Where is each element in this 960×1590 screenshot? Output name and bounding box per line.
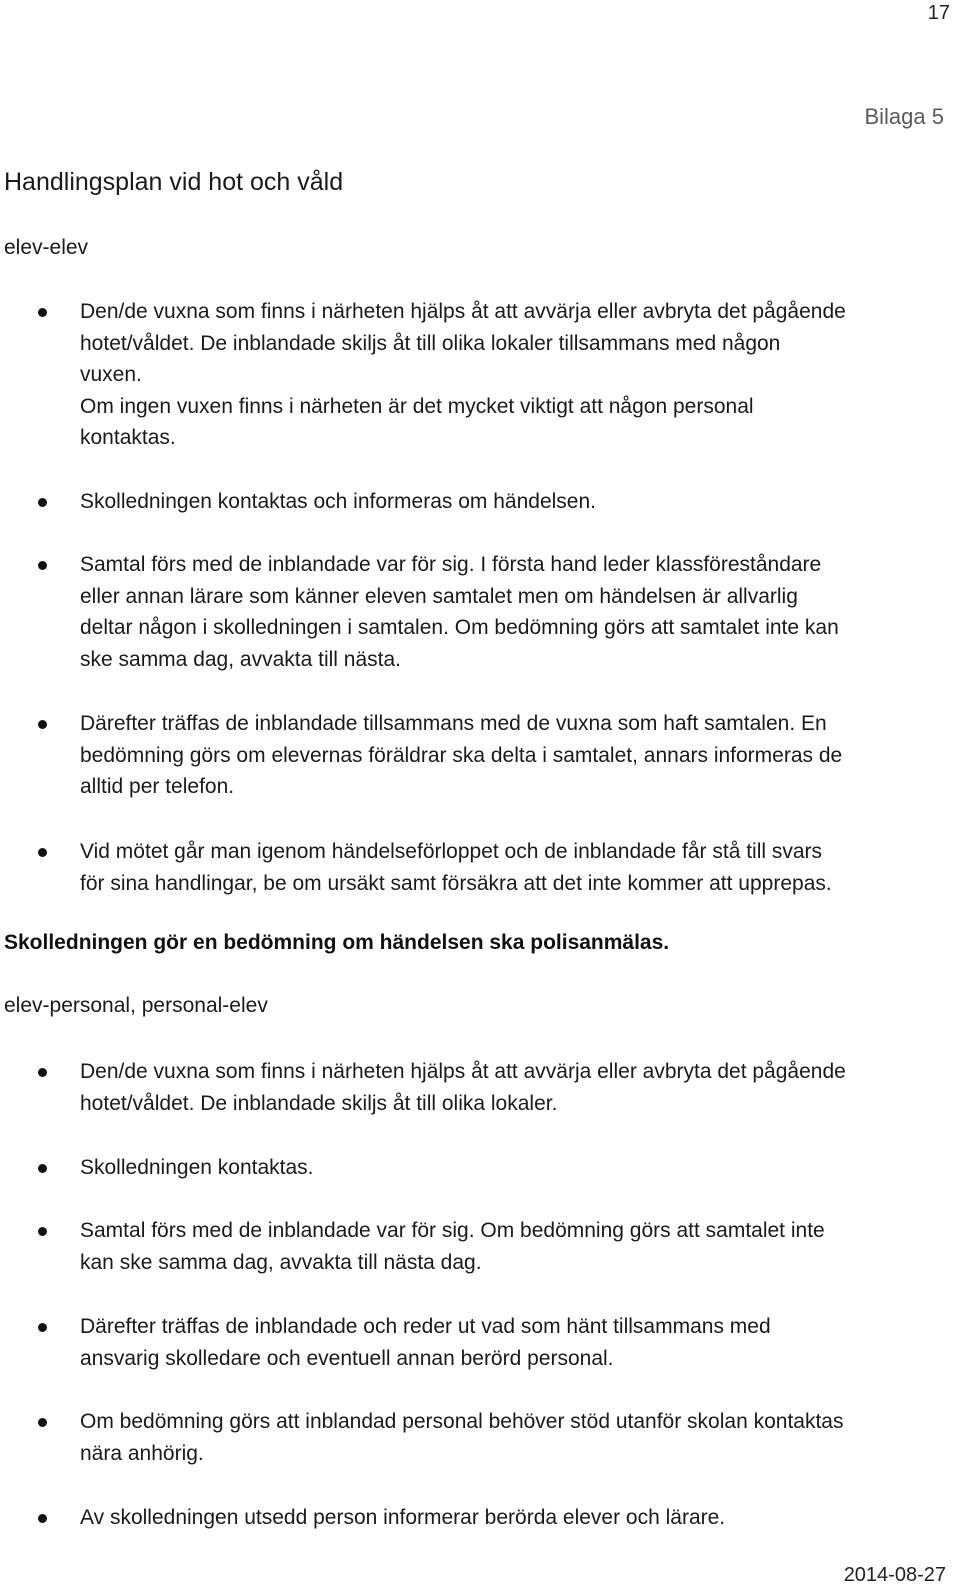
list-item-line: Därefter träffas de inblandade tillsammans med de vuxna som haft samtalen. En	[80, 712, 827, 735]
list-item-line: Samtal förs med de inblandade var för sig. I första hand leder klassföreståndare	[80, 553, 822, 576]
list-item	[0, 1215, 960, 1278]
list-item-line: eller annan lärare som känner eleven samtalet men om händelsen är allvarlig	[80, 584, 798, 608]
section-label-elev-personal: elev-personal, personal-elev	[4, 994, 268, 1017]
police-report-statement: Skolledningen gör en bedömning om händelsen ska polisanmälas.	[4, 931, 670, 954]
bullet-icon	[38, 308, 47, 317]
list-item-line: Den/de vuxna som finns i närheten hjälps åt att avvärja eller avbryta det pågående	[80, 300, 846, 323]
bullet-icon	[38, 1068, 47, 1077]
bullet-icon	[38, 1418, 47, 1427]
list-item	[0, 708, 960, 803]
document-title: Handlingsplan vid hot och våld	[4, 168, 344, 196]
list-item-line: Av skolledningen utsedd person informerar berörda elever och lärare.	[80, 1506, 726, 1529]
list-item	[0, 549, 960, 675]
bullet-icon	[38, 848, 47, 857]
bullet-icon	[38, 1323, 47, 1332]
list-item	[0, 486, 960, 518]
list-item-line: ansvarig skolledare och eventuell annan berörd personal.	[80, 1346, 614, 1370]
list-item-line: bedömning görs om elevernas föräldrar ska delta i samtalet, annars informeras de	[80, 743, 843, 767]
list-item-line: Skolledningen kontaktas och informeras om händelsen.	[80, 490, 596, 513]
list-item-line: Om bedömning görs att inblandad personal behöver stöd utanför skolan kontaktas	[80, 1410, 844, 1433]
list-item-line: Samtal förs med de inblandade var för sig. Om bedömning görs att samtalet inte	[80, 1219, 825, 1242]
list-item-line: Den/de vuxna som finns i närheten hjälps åt att avvärja eller avbryta det pågående	[80, 1060, 846, 1083]
list-item-line: kan ske samma dag, avvakta till nästa dag.	[80, 1250, 482, 1274]
document-date: 2014-08-27	[843, 1564, 946, 1586]
list-item-line: vuxen.	[80, 363, 142, 386]
list-item-line: kontaktas.	[80, 426, 176, 449]
list-item-line: ske samma dag, avvakta till nästa.	[80, 647, 401, 671]
list-item	[0, 1056, 960, 1119]
list-item-line: Om ingen vuxen finns i närheten är det mycket viktigt att någon personal	[80, 394, 754, 418]
list-item-line: alltid per telefon.	[80, 775, 235, 798]
bullet-icon	[38, 498, 47, 507]
bullet-icon	[38, 1514, 47, 1523]
list-item-line: Vid mötet går man igenom händelseförloppet och de inblandade får stå till svars	[80, 840, 823, 863]
bullet-icon	[38, 1164, 47, 1173]
bullet-icon	[38, 1227, 47, 1236]
bullet-icon	[38, 561, 47, 570]
list-item	[0, 296, 960, 454]
list-item	[0, 1502, 960, 1534]
list-item-line: för sina handlingar, be om ursäkt samt försäkra att det inte kommer att upprepas.	[80, 871, 832, 895]
list-item	[0, 1152, 960, 1184]
list-item-line: nära anhörig.	[80, 1441, 204, 1465]
list-item-line: deltar någon i skolledningen i samtalen. Om bedömning görs att samtalet inte kan	[80, 616, 839, 639]
bullet-icon	[38, 720, 47, 729]
list-item	[0, 836, 960, 899]
list-item-line: hotet/våldet. De inblandade skiljs åt till olika lokaler.	[80, 1091, 558, 1115]
list-item-line: hotet/våldet. De inblandade skiljs åt till olika lokaler tillsammans med någon	[80, 331, 781, 355]
list-item-line: Därefter träffas de inblandade och reder ut vad som hänt tillsammans med	[80, 1315, 771, 1338]
list-item-line: Skolledningen kontaktas.	[80, 1156, 314, 1179]
list-item	[0, 1311, 960, 1374]
appendix-label: Bilaga 5	[864, 104, 944, 129]
list-item	[0, 1406, 960, 1469]
section-label-elev-elev: elev-elev	[4, 236, 89, 259]
page-number: 17	[927, 2, 950, 24]
